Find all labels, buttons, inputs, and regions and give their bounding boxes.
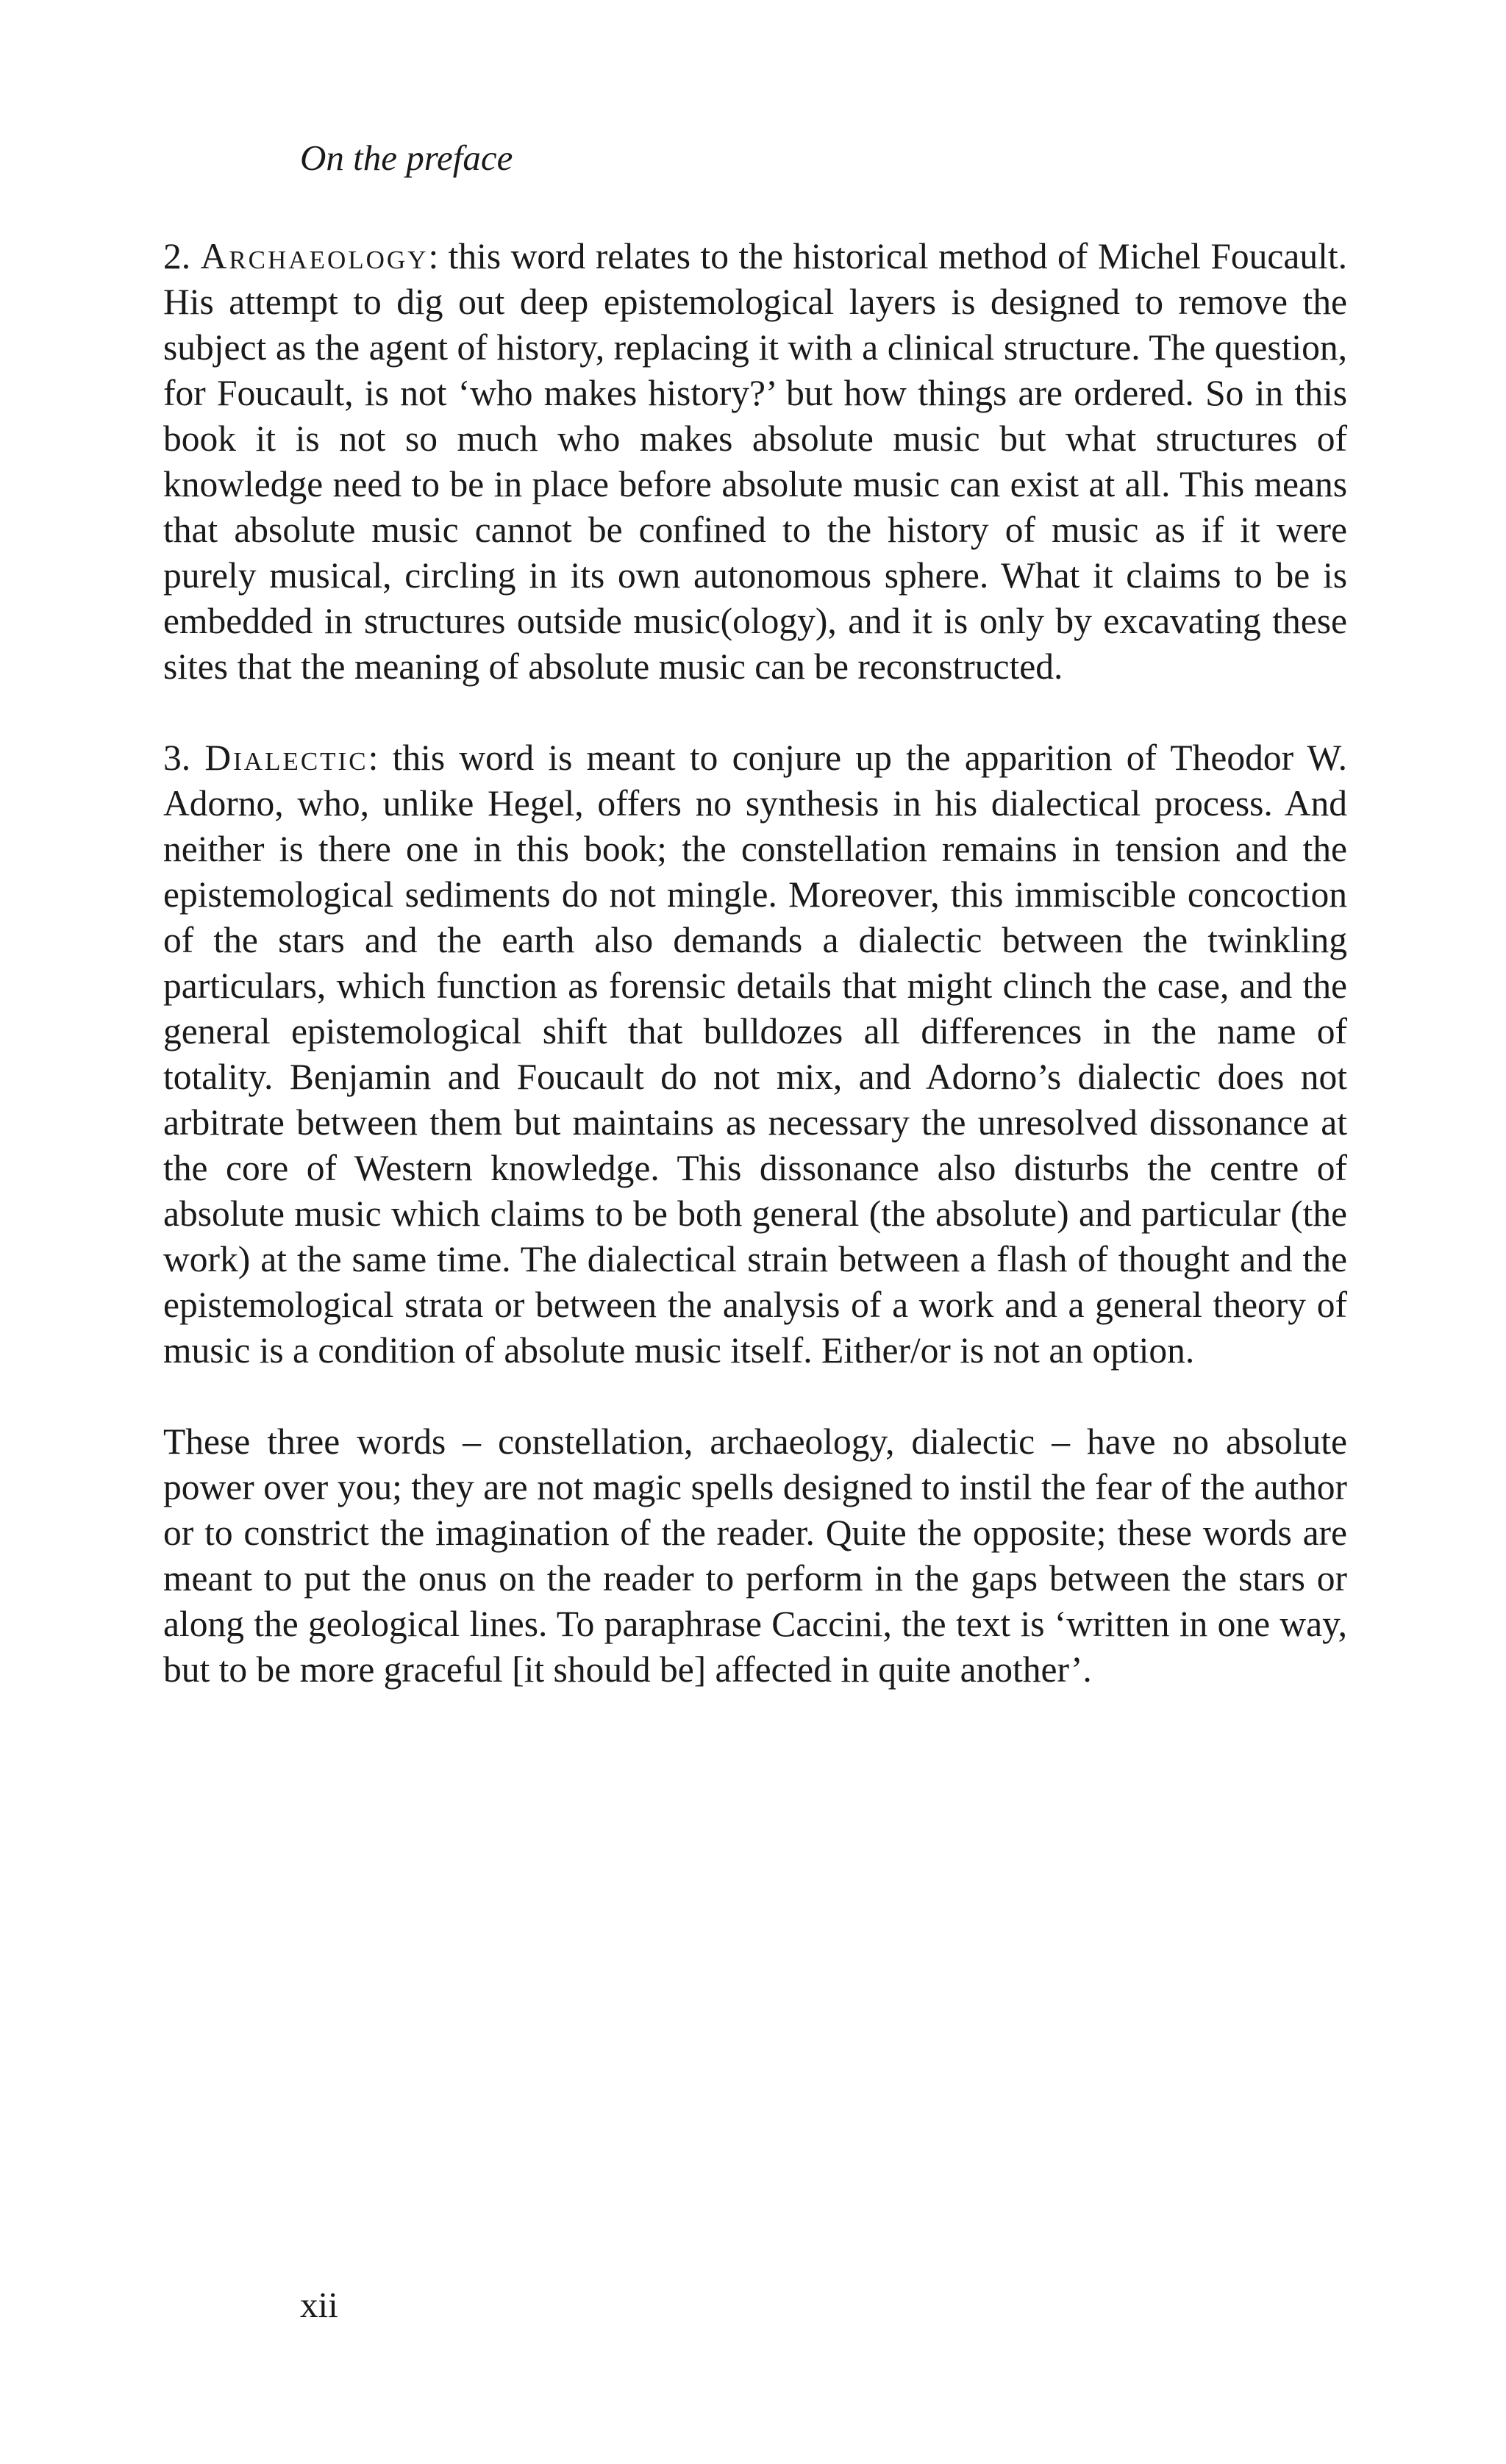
body-text	[163, 234, 1347, 1693]
paragraph-text: These three words – constellation, archaeology, dialectic – have no absolute power over you; they are not magic spells designed to instil the fear of the author or to constrict the imagination of the reader. Quite the opposite; these words are meant to put the onus on the reader to perform in the gaps between the stars or along the geological lines. To paraphrase Caccini, the text is ‘written in one way, but to be more graceful [it should be] affected in quite another’.	[163, 1421, 1347, 1690]
term-archaeology: Archaeology	[200, 236, 429, 276]
item-number: 2.	[163, 236, 201, 276]
page-number: xii	[300, 2285, 338, 2325]
paragraph-dialectic	[163, 735, 1347, 1374]
paragraph-archaeology	[163, 234, 1347, 690]
paragraph-text: : this word relates to the historical method of Michel Foucault. His attempt to dig out deep epistemological layers is designed to remove the subject as the agent of history, replacing it with a clinical structure. The question, for Foucault, is not ‘who makes history?’ but how things are ordered. So in this book it is not so much who makes absolute music but what structures of knowledge need to be in place before absolute music can exist at all. This means that absolute music cannot be confined to the history of music as if it were purely musical, circling in its own autonomous sphere. What it claims to be is embedded in structures outside music(ology), and it is only by excavating these sites that the meaning of absolute music can be reconstructed.	[163, 236, 1347, 687]
paragraph-text: : this word is meant to conjure up the apparition of Theodor W. Adorno, who, unlike Hegel, offers no synthesis in his dialectical process. And neither is there one in this book; the constellation remains in tension and the epistemological sediments do not mingle. Moreover, this immiscible concoction of the stars and the earth also demands a dialectic between the twinkling particulars, which function as forensic details that might clinch the case, and the general epistemological shift that bulldozes all differences in the name of totality. Benjamin and Foucault do not mix, and Adorno’s dialectic does not arbitrate between them but maintains as necessary the unresolved dissonance at the core of Western knowledge. This dissonance also disturbs the centre of absolute music which claims to be both general (the absolute) and particular (the work) at the same time. The dialectical strain between a flash of thought and the epistemological strata or between the analysis of a work and a general theory of music is a condition of absolute music itself. Either/or is not an option.	[163, 738, 1347, 1371]
item-number: 3.	[163, 738, 205, 778]
paragraph-conclusion	[163, 1419, 1347, 1693]
term-dialectic: Dialectic	[204, 738, 368, 778]
running-head: On the preface	[300, 138, 513, 178]
